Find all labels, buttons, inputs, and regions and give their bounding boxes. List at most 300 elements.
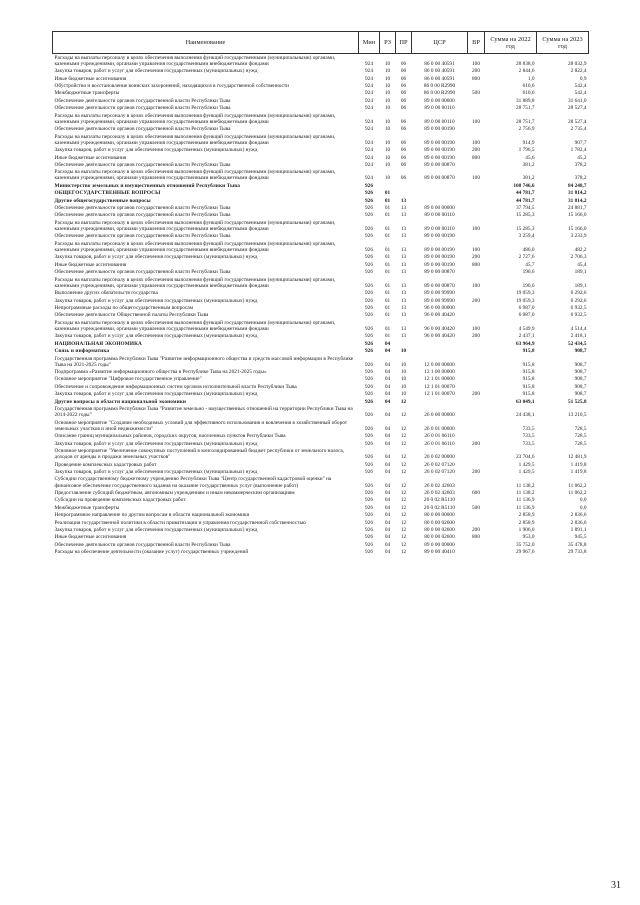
ministry-cell: 924: [365, 139, 373, 146]
sum-2022-cell: 15 285,3: [515, 226, 535, 233]
subsection-cell: 06: [400, 161, 407, 168]
expense-type-cell: [468, 512, 485, 519]
sum-2022-cell: 28 838,0: [515, 60, 535, 67]
sum-2022-cell: 1 429,5: [518, 469, 535, 475]
section-cell: 01: [384, 282, 391, 289]
subsection-cell: 12: [400, 454, 407, 461]
table-row: [53, 489, 589, 496]
name-cell: Межбюджетные трансферты: [54, 504, 120, 511]
expense-type-cell: [468, 105, 485, 112]
expense-type-cell: [468, 182, 485, 189]
sum-2022-cell: 1 796,5: [518, 147, 535, 154]
sum-2022-cell: 28 751,7: [515, 105, 535, 112]
expense-type-cell: 100: [472, 118, 480, 125]
table-row: [53, 212, 589, 219]
sum-2023-cell: 3 233,9: [570, 233, 587, 240]
subsection-cell: 13: [400, 226, 407, 233]
subsection-cell: [396, 340, 412, 347]
sum-2023-cell: 6 292,6: [570, 297, 587, 304]
target-article-cell: 89 0 00 00190: [424, 254, 455, 261]
target-article-cell: 26 0 02 00000: [424, 454, 455, 461]
ministry-cell: 924: [365, 90, 373, 97]
expense-type-cell: 800: [472, 261, 480, 268]
name-cell: Другие вопросы в области национальной экономики: [54, 398, 187, 405]
name-cell: Иные бюджетные ассигнования: [54, 154, 127, 161]
table-row: [53, 82, 589, 89]
section-cell: 10: [384, 90, 391, 97]
name-cell: Закупка товаров, работ и услуг для обеспечения государственных (муниципальных) нужд: [54, 391, 258, 398]
sum-2022-cell: 45,7: [525, 261, 535, 268]
target-article-cell: 89 0 00 00190: [424, 247, 455, 254]
name-cell: Иные бюджетные ассигнования: [54, 75, 127, 82]
sum-2022-cell: 6 987,0: [518, 304, 535, 311]
target-article-cell: 89 0 00 00110: [424, 118, 455, 125]
section-cell: 01: [384, 333, 391, 340]
ministry-cell: 926: [365, 398, 373, 405]
expense-type-cell: 100: [472, 139, 480, 146]
target-article-cell: 12 0 00 00000: [424, 361, 455, 368]
section-cell: 01: [384, 297, 391, 304]
section-cell: 04: [384, 482, 391, 489]
subsection-cell: 12: [400, 461, 407, 468]
expense-type-cell: [468, 97, 485, 104]
sum-2022-cell: 44 781,7: [515, 190, 535, 197]
name-cell: Обеспечение деятельности Общественной палаты Республики Тыва: [54, 312, 209, 319]
subsection-cell: 06: [400, 175, 407, 182]
sum-2022-cell: 45,6: [525, 154, 535, 161]
sum-2022-cell: 23 704,6: [515, 454, 535, 461]
table-row: [53, 112, 589, 126]
table-row: [53, 182, 589, 189]
expense-type-cell: 100: [472, 325, 480, 332]
sum-2023-cell: 189,1: [574, 269, 587, 276]
target-article-cell: 89 0 00 00870: [424, 269, 455, 276]
ministry-cell: 926: [365, 504, 373, 511]
expense-type-cell: 200: [472, 526, 480, 533]
subsection-cell: 06: [400, 97, 407, 104]
ministry-cell: 926: [365, 440, 373, 447]
name-cell: Закупка товаров, работ и услуг для обеспечения государственных (муниципальных) нужд: [54, 526, 258, 533]
sum-2022-cell: 915,8: [522, 383, 535, 390]
section-cell: 01: [384, 212, 391, 219]
name-cell: Расходы на выплаты персоналу в целях обеспечения выполнения функций государственными (муниципальными) органами, казенными учреждениями, органами управления государственными внебюджетными фондами: [54, 319, 336, 332]
table-row: [53, 105, 589, 112]
expense-type-cell: 200: [472, 440, 480, 447]
table-row: [53, 461, 589, 468]
section-cell: 01: [384, 304, 391, 311]
sum-2022-cell: 190,6: [522, 282, 535, 289]
table-row: [53, 512, 589, 519]
expense-type-cell: 200: [472, 147, 480, 154]
name-cell: Обеспечение деятельности органов государственной власти Республики Тыва: [54, 105, 231, 112]
ministry-cell: 926: [365, 340, 373, 347]
budget-table: [52, 31, 589, 556]
sum-2023-cell: 378,2: [574, 175, 587, 182]
subsection-cell: 06: [400, 118, 407, 125]
sum-2023-cell: 6 292,6: [570, 290, 587, 297]
ministry-cell: 926: [365, 197, 373, 204]
section-cell: 04: [384, 534, 391, 541]
sum-2022-cell: 3 259,4: [518, 233, 535, 240]
sum-2023-cell: 12 481,9: [567, 454, 587, 461]
name-cell: Непрограммное направление по другим вопросам в области национальной экономики: [54, 512, 250, 519]
expense-type-cell: [468, 355, 485, 369]
ministry-cell: 926: [365, 282, 373, 289]
target-article-cell: 26 0 00 00000: [424, 412, 455, 419]
expense-type-cell: 200: [472, 68, 480, 75]
section-cell: 01: [384, 325, 391, 332]
section-cell: 04: [384, 454, 391, 461]
section-cell: 04: [384, 461, 391, 468]
target-article-cell: 86 0 00 40591: [424, 60, 455, 67]
expense-type-cell: 200: [472, 297, 480, 304]
expense-type-cell: [468, 204, 485, 211]
ministry-cell: 926: [365, 361, 373, 368]
target-article-cell: 12 1 01 00070: [424, 383, 455, 390]
name-cell: Обустройство и восстановление воинских захоронений, находящихся в государственной собственности: [54, 82, 290, 89]
subsection-cell: 12: [400, 482, 407, 489]
ministry-cell: 926: [365, 376, 373, 383]
sum-2022-cell: 63 964,9: [515, 340, 535, 347]
subsection-cell: 12: [400, 504, 407, 511]
expense-type-cell: [468, 304, 485, 311]
expense-type-cell: 800: [472, 75, 480, 82]
name-cell: Расходы на выплаты персоналу в целях обеспечения выполнения функций государственными (муниципальными) органами, казенными учреждениями, органами управления государственными внебюджетными фондами: [54, 219, 336, 233]
name-cell: Расходы на выплаты персоналу в целях обеспечения выполнения функций государственными (муниципальными) органами, казенными учреждениями, органами управления государственными внебюджетными фондами: [54, 112, 336, 125]
table-row: [53, 440, 589, 447]
section-cell: 04: [384, 391, 391, 398]
section-cell: 04: [384, 369, 391, 376]
section-cell: [380, 182, 396, 189]
subsection-cell: 06: [400, 147, 407, 154]
table-row: [53, 348, 589, 355]
section-cell: 04: [384, 541, 391, 548]
target-article-cell: 26 0 01 00000: [424, 425, 455, 432]
sum-2022-cell: 733,5: [522, 433, 535, 440]
name-cell: Непрограммные расходы по общегосударственным вопросам: [54, 304, 194, 311]
name-cell: Обеспечение деятельности органов государственной власти Республики Тыва: [54, 541, 231, 548]
sum-2023-cell: 35 478,8: [567, 541, 587, 548]
table-row: [53, 312, 589, 319]
table-row: [53, 319, 589, 333]
sum-2023-cell: 0,9: [579, 75, 587, 82]
name-cell: Обеспечение деятельности органов государственной власти Республики Тыва: [54, 97, 231, 104]
subsection-cell: 10: [400, 361, 407, 368]
target-article-cell: 12 1 00 00000: [424, 369, 455, 376]
ministry-cell: 926: [365, 182, 373, 189]
target-article-cell: 26 0 02 42603: [424, 482, 455, 489]
expense-type-cell: [468, 433, 485, 440]
target-article-cell: [412, 348, 468, 355]
sum-2023-cell: 11 062,2: [568, 489, 587, 496]
name-cell: Закупка товаров, работ и услуг для обеспечения государственных (муниципальных) нужд: [54, 469, 258, 475]
ministry-cell: 926: [365, 534, 373, 541]
table-row: [53, 355, 589, 369]
sum-2023-cell: 728,5: [574, 425, 587, 432]
expense-type-cell: 100: [472, 175, 480, 182]
sum-2023-cell: 728,5: [574, 440, 587, 447]
section-cell: 04: [384, 504, 391, 511]
section-cell: 04: [384, 348, 391, 355]
sum-2023-cell: 2 822,4: [570, 68, 587, 75]
section-cell: 10: [384, 139, 391, 146]
target-article-cell: 26 0 01 06110: [424, 433, 455, 440]
sum-2023-cell: 908,7: [574, 361, 587, 368]
section-cell: 01: [384, 269, 391, 276]
ministry-cell: 924: [365, 154, 373, 161]
subsection-cell: 13: [400, 312, 407, 319]
ministry-cell: 926: [365, 512, 373, 519]
table-row: [53, 398, 589, 405]
sum-2022-cell: 19 059,3: [515, 290, 535, 297]
target-article-cell: 86 0 00 40591: [424, 75, 455, 82]
ministry-cell: 924: [365, 75, 373, 82]
target-article-cell: 89 0 00 00190: [424, 154, 455, 161]
target-article-cell: 96 0 00 00000: [424, 304, 455, 311]
sum-2022-cell: 63 049,1: [515, 398, 535, 405]
table-row: [53, 419, 589, 433]
subsection-cell: 06: [400, 68, 407, 75]
name-cell: Закупка товаров, работ и услуг для обеспечения государственных (муниципальных) нужд: [54, 297, 258, 304]
sum-2023-cell: 31 641,0: [567, 97, 587, 104]
table-row: [53, 133, 589, 147]
section-cell: 10: [384, 68, 391, 75]
target-article-cell: 86 0 00 R2990: [423, 90, 456, 97]
sum-2023-cell: 15 166,0: [567, 226, 587, 233]
subsection-cell: 12: [400, 433, 407, 440]
section-cell: 04: [384, 383, 391, 390]
expense-type-cell: [468, 369, 485, 376]
section-cell: 01: [384, 312, 391, 319]
section-cell: 01: [384, 247, 391, 254]
section-cell: 04: [384, 340, 391, 347]
expense-type-cell: [468, 126, 485, 133]
subsection-cell: 13: [400, 205, 407, 212]
header-sum-2022: Сумма на 2022 год: [485, 32, 537, 54]
subsection-cell: 13: [400, 333, 407, 340]
sum-2022-cell: 6 987,0: [518, 312, 535, 319]
expense-type-cell: [468, 376, 485, 383]
target-article-cell: 80 0 00 02600: [424, 526, 455, 533]
target-article-cell: 12 1 01 00000: [424, 376, 455, 383]
section-cell: 01: [384, 205, 391, 212]
sum-2023-cell: 482,2: [574, 247, 587, 254]
sum-2023-cell: 84 248,7: [567, 182, 587, 189]
sum-2022-cell: 915,8: [522, 391, 535, 398]
subsection-cell: 12: [400, 412, 407, 419]
table-row: [53, 75, 589, 82]
section-cell: 01: [384, 254, 391, 261]
section-cell: 01: [384, 233, 391, 240]
ministry-cell: 926: [365, 304, 373, 311]
target-article-cell: 26 0 02 R5110: [423, 497, 456, 504]
section-cell: 04: [384, 469, 391, 475]
sum-2022-cell: 1 429,5: [518, 461, 535, 468]
name-cell: Расходы на выплаты персоналу в целях обеспечения выполнения функций государственными (муниципальными) органами, казенными учреждениями, органами управления государственными внебюджетными фондами: [54, 276, 336, 289]
table-row: [53, 204, 589, 211]
subsection-cell: 13: [400, 290, 407, 297]
target-article-cell: 96 0 00 40420: [424, 333, 455, 340]
target-article-cell: 86 0 00 R2990: [423, 82, 456, 89]
table-row: [53, 468, 589, 475]
ministry-cell: 926: [365, 205, 373, 212]
sum-2023-cell: 542,4: [574, 90, 587, 97]
subsection-cell: 13: [400, 282, 407, 289]
sum-2022-cell: 11 138,2: [516, 489, 535, 496]
sum-2023-cell: 2 735,4: [570, 126, 587, 133]
sum-2022-cell: 915,8: [522, 376, 535, 383]
table-row: [53, 254, 589, 261]
section-cell: 04: [384, 376, 391, 383]
sum-2022-cell: 11 136,9: [516, 497, 535, 504]
name-cell: Государственная программа Республики Тыва "Развитие информационного общества и средств массовой информации в Республике Тыва на 2021-2025 годы": [54, 355, 354, 368]
section-cell: 04: [384, 425, 391, 432]
sum-2023-cell: 45,2: [577, 154, 587, 161]
target-article-cell: 80 0 00 00000: [424, 512, 455, 519]
sum-2023-cell: 728,5: [574, 433, 587, 440]
sum-2023-cell: 28 527,4: [567, 105, 587, 112]
sum-2022-cell: 486,0: [522, 247, 535, 254]
subsection-cell: 12: [400, 398, 407, 405]
expense-type-cell: [468, 383, 485, 390]
ministry-cell: 926: [365, 190, 373, 197]
expense-type-cell: [468, 405, 485, 419]
sum-2022-cell: 2 756,9: [518, 126, 535, 133]
table-row: [53, 276, 589, 290]
sum-2022-cell: 915,8: [522, 348, 535, 355]
target-article-cell: 86 0 00 40591: [424, 68, 455, 75]
ministry-cell: 926: [365, 383, 373, 390]
expense-type-cell: 800: [472, 154, 480, 161]
expense-type-cell: 100: [472, 247, 480, 254]
sum-2022-cell: 15 285,3: [515, 212, 535, 219]
name-cell: Проведение комплексных кадастровых работ: [54, 461, 157, 468]
subsection-cell: 06: [400, 60, 407, 67]
table-row: [53, 340, 589, 347]
section-cell: 01: [384, 226, 391, 233]
sum-2023-cell: 1 782,4: [570, 147, 587, 154]
sum-2023-cell: 51 525,8: [567, 398, 587, 405]
subsection-cell: 10: [400, 391, 407, 398]
sum-2022-cell: 1 906,0: [518, 526, 535, 533]
subsection-cell: 13: [400, 254, 407, 261]
expense-type-cell: [468, 398, 485, 405]
section-cell: 04: [384, 526, 391, 533]
subsection-cell: 12: [400, 425, 407, 432]
header-expense-type: ВР: [468, 32, 485, 54]
name-cell: Иные бюджетные ассигнования: [54, 261, 127, 268]
name-cell: Субсидии государственному бюджетному учреждению Республики Тыва "Центр государственной кадастровой оценки" на финансовое обеспечение государственного задания на оказание государственных услуг (выполнение работ): [54, 476, 332, 489]
subsection-cell: 06: [400, 75, 407, 82]
ministry-cell: 924: [365, 82, 373, 89]
name-cell: Закупка товаров, работ и услуг для обеспечения государственных (муниципальных) нужд: [54, 68, 258, 75]
section-cell: 10: [384, 118, 391, 125]
target-article-cell: 26 0 02 07120: [424, 461, 455, 468]
section-cell: 01: [384, 197, 391, 204]
ministry-cell: 926: [365, 369, 373, 376]
section-cell: 04: [384, 440, 391, 447]
table-row: [53, 504, 589, 511]
expense-type-cell: [468, 312, 485, 319]
table-row: [53, 290, 589, 297]
sum-2023-cell: 11 062,2: [568, 482, 587, 489]
ministry-cell: 926: [365, 549, 373, 556]
section-cell: 04: [384, 361, 391, 368]
expense-type-cell: [468, 447, 485, 461]
table-row: [53, 97, 589, 104]
page-number: 31: [611, 880, 621, 891]
subsection-cell: 12: [400, 489, 407, 496]
ministry-cell: 926: [365, 433, 373, 440]
subsection-cell: 13: [400, 197, 407, 204]
target-article-cell: 89 0 00 00110: [424, 212, 455, 219]
expense-type-cell: 200: [472, 469, 480, 475]
name-cell: Выполнение других обязательств государства: [54, 290, 158, 297]
table-row: [53, 433, 589, 440]
ministry-cell: 926: [365, 226, 373, 233]
sum-2023-cell: 542,4: [574, 82, 587, 89]
subsection-cell: 06: [400, 90, 407, 97]
subsection-cell: 12: [400, 541, 407, 548]
header-ministry: Мин: [359, 32, 380, 54]
sum-2023-cell: 29 733,8: [567, 549, 587, 556]
ministry-cell: 926: [365, 469, 373, 475]
sum-2022-cell: 31 889,8: [515, 97, 535, 104]
sum-2022-cell: 2 858,9: [518, 512, 535, 519]
subsection-cell: [396, 182, 412, 189]
target-article-cell: 80 0 00 02600: [424, 534, 455, 541]
sum-2023-cell: 31 814,2: [567, 190, 587, 197]
ministry-cell: 926: [365, 412, 373, 419]
expense-type-cell: [468, 290, 485, 297]
name-cell: Субсидии на проведение комплексных кадастровых работ: [54, 497, 186, 504]
table-row: [53, 54, 589, 68]
sum-2022-cell: 24 438,1: [515, 412, 535, 419]
table-row: [53, 447, 589, 461]
sum-2022-cell: 2 844,6: [518, 68, 535, 75]
sum-2023-cell: 6 932,5: [570, 304, 587, 311]
section-cell: 10: [384, 105, 391, 112]
name-cell: Закупка товаров, работ и услуг для обеспечения государственных (муниципальных) нужд: [54, 147, 258, 154]
subsection-cell: 12: [400, 519, 407, 526]
target-article-cell: 89 0 00 00190: [424, 233, 455, 240]
ministry-cell: 924: [365, 97, 373, 104]
table-row: [53, 161, 589, 168]
table-row: [53, 405, 589, 419]
ministry-cell: 926: [365, 391, 373, 398]
expense-type-cell: [468, 461, 485, 468]
table-row: [53, 261, 589, 268]
section-cell: 10: [384, 97, 391, 104]
section-cell: 01: [384, 190, 391, 197]
sum-2023-cell: 189,1: [574, 282, 587, 289]
sum-2023-cell: 2 836,6: [570, 519, 587, 526]
subsection-cell: 13: [400, 212, 407, 219]
target-article-cell: 26 0 02 07120: [424, 469, 455, 475]
target-article-cell: 89 0 00 00190: [424, 147, 455, 154]
subsection-cell: 12: [400, 497, 407, 504]
target-article-cell: 89 0 00 00190: [424, 139, 455, 146]
sum-2022-cell: 2 437,1: [518, 333, 535, 340]
name-cell: Основное мероприятие "Создание необходимых условий для эффективного использования и вовлечения в хозяйственный оборот земельных участков и иной недвижимости": [54, 419, 348, 432]
header-name: Наименование: [53, 32, 359, 54]
target-article-cell: [412, 197, 468, 204]
table-header-row: [53, 32, 589, 54]
sum-2023-cell: 24 881,7: [567, 205, 587, 212]
section-cell: 01: [384, 261, 391, 268]
sum-2023-cell: 908,7: [574, 348, 587, 355]
name-cell: Обеспечение деятельности органов государственной власти Республики Тыва: [54, 126, 231, 133]
